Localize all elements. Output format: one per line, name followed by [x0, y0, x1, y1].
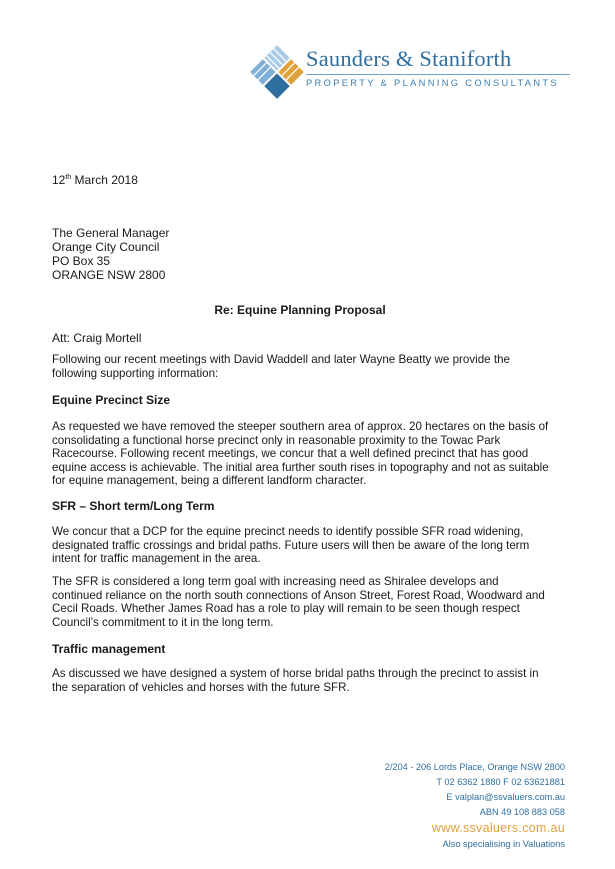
section-paragraph: The SFR is considered a long term goal with increasing need as Shiralee develops and continued reliance on the north south connections of Anson Street, Forest Road, Woodward and Cecil Roads. Whether James Road has a role to play will remain to be seen though respect Council’s commitment to it in the long term.: [52, 575, 545, 629]
letterhead-brand: [306, 46, 572, 89]
section-paragraph: We concur that a DCP for the equine precinct needs to identify possible SFR road widening, designated traffic crossings and bridal paths. Future users will then be aware of the long term intent for traffic management in the area.: [52, 525, 530, 566]
footer-abn: ABN 49 108 883 058: [479, 807, 565, 817]
brand-name: Saunders & Staniforth: [306, 46, 512, 71]
footer-phone-fax: T 02 6362 1880 F 02 63621881: [436, 777, 565, 787]
footer-contact: [360, 760, 565, 852]
brand-tagline: PROPERTY & PLANNING CONSULTANTS: [306, 78, 559, 88]
diamond-logo-icon: [249, 44, 305, 100]
recipient-line: PO Box 35: [52, 254, 111, 268]
section-heading: SFR – Short term/Long Term: [52, 499, 215, 513]
subject-line: Re: Equine Planning Proposal: [214, 303, 386, 317]
footer-email[interactable]: E valplan@ssvaluers.com.au: [446, 792, 565, 802]
intro-paragraph: Following our recent meetings with David Waddell and later Wayne Beatty we provide the following supporting information:: [52, 353, 510, 380]
date-suffix: th: [65, 174, 72, 181]
section-heading: Traffic management: [52, 642, 166, 656]
footer-address: 2/204 - 206 Lords Place, Orange NSW 2800: [384, 762, 565, 772]
date-day: 12: [52, 173, 66, 187]
footer-website[interactable]: www.ssvaluers.com.au: [431, 821, 565, 835]
footer-tagline: Also specialising in Valuations: [442, 839, 565, 849]
recipient-address: [52, 226, 169, 282]
recipient-line: The General Manager: [52, 226, 170, 240]
letter-date: [52, 173, 138, 187]
brand-divider: [306, 74, 570, 75]
recipient-line: Orange City Council: [52, 240, 160, 254]
section-paragraph: As discussed we have designed a system of horse bridal paths through the precinct to assist in the separation of vehicles and horses with the future SFR.: [52, 667, 539, 694]
date-month-year: March 2018: [71, 173, 138, 187]
section-heading: Equine Precinct Size: [52, 393, 171, 407]
attention-line: Att: Craig Mortell: [52, 331, 142, 345]
recipient-line: ORANGE NSW 2800: [52, 268, 166, 282]
section-paragraph: As requested we have removed the steeper southern area of approx. 20 hectares on the basis of consolidating a functional horse precinct only in reasonable proximity to the Towac Park Racecourse. Following recent meetings, we concur that a well defined precinct that has good equine access is achievable. The initial area further south rises in topography and not as suitable for equine management, being a different landform character.: [52, 420, 549, 488]
